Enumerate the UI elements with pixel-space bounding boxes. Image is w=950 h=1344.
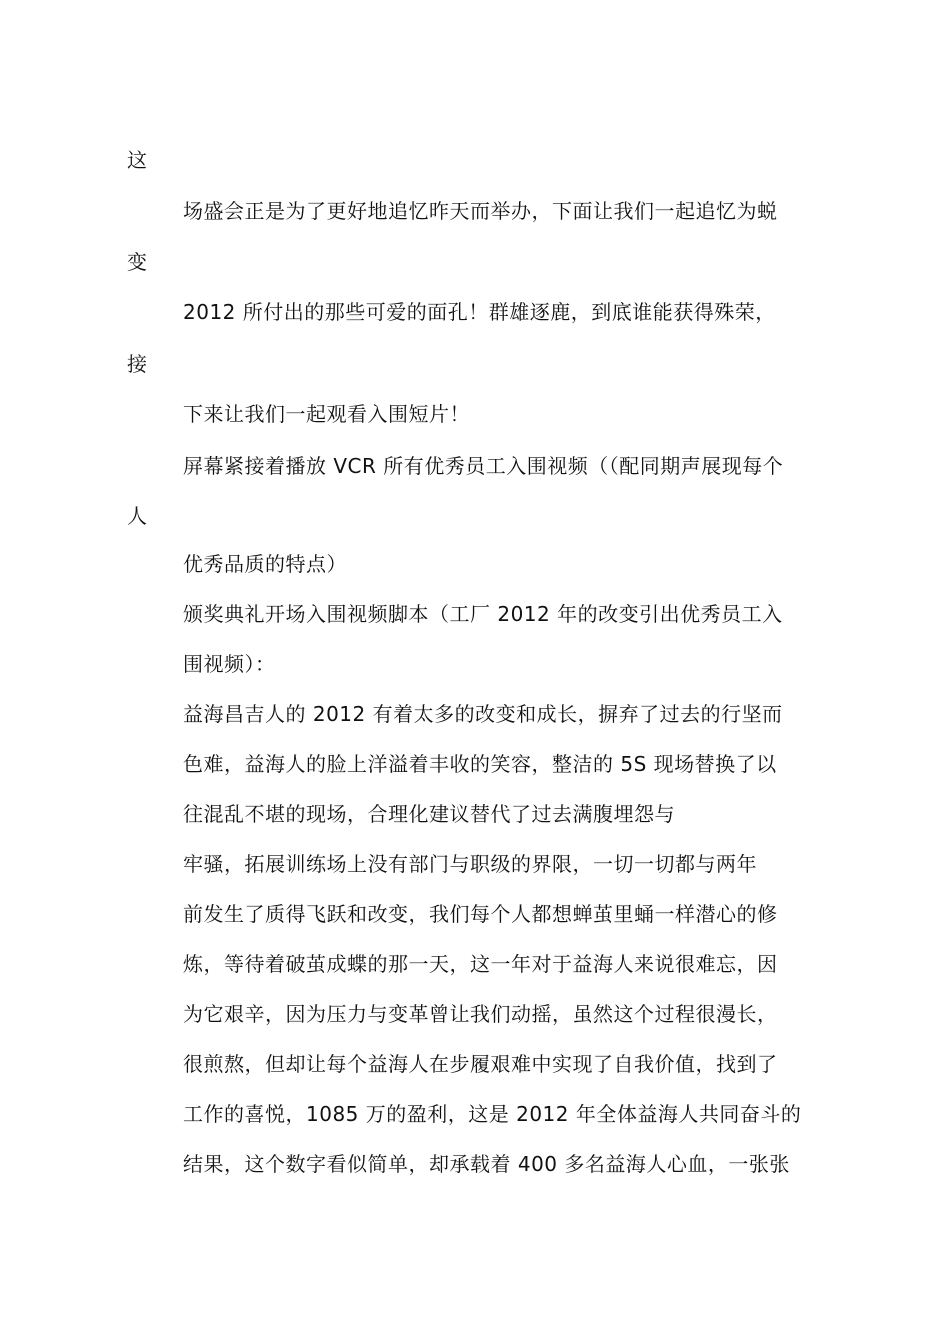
- text-line-20: 工作的喜悦，1085 万的盈利，这是 2012 年全体益海人共同奋斗的: [183, 1102, 802, 1126]
- text-line-14: 往混乱不堪的现场，合理化建议替代了过去满腹埋怨与: [183, 802, 675, 826]
- text-line-15: 牢骚，拓展训练场上没有部门与职级的界限，一切一切都与两年: [183, 852, 757, 876]
- text-line-8: 人: [127, 504, 148, 528]
- text-line-12: 益海昌吉人的 2012 有着太多的改变和成长，摒弃了过去的行坚而: [183, 702, 783, 726]
- text-line-21: 结果，这个数字看似简单，却承载着 400 多名益海人心血，一张张: [183, 1152, 790, 1176]
- text-line-17: 炼，等待着破茧成蝶的那一天，这一年对于益海人来说很难忘，因: [183, 952, 778, 976]
- text-line-7: 屏幕紧接着播放 VCR 所有优秀员工入围视频（（配同期声展现每个: [183, 454, 784, 478]
- text-line-9: 优秀品质的特点）: [183, 552, 347, 576]
- text-line-3: 变: [127, 250, 148, 274]
- text-line-4: 2012 所付出的那些可爱的面孔！群雄逐鹿，到底谁能获得殊荣，: [183, 300, 776, 324]
- text-line-11: 围视频）：: [183, 652, 276, 676]
- text-line-16: 前发生了质得飞跃和改变，我们每个人都想蝉茧里蛹一样潜心的修: [183, 902, 778, 926]
- text-line-13: 色难，益海人的脸上洋溢着丰收的笑容，整洁的 5S 现场替换了以: [183, 752, 777, 776]
- text-line-6: 下来让我们一起观看入围短片！: [183, 402, 470, 426]
- text-line-10: 颁奖典礼开场入围视频脚本（工厂 2012 年的改变引出优秀员工入: [183, 602, 783, 626]
- text-line-5: 接: [127, 352, 148, 376]
- text-line-18: 为它艰辛，因为压力与变革曾让我们动摇，虽然这个过程很漫长，: [183, 1002, 778, 1026]
- text-line-19: 很煎熬，但却让每个益海人在步履艰难中实现了自我价值，找到了: [183, 1052, 778, 1076]
- text-line-1: 这: [127, 148, 148, 172]
- text-line-2: 场盛会正是为了更好地追忆昨天而举办，下面让我们一起追忆为蜕: [183, 199, 778, 223]
